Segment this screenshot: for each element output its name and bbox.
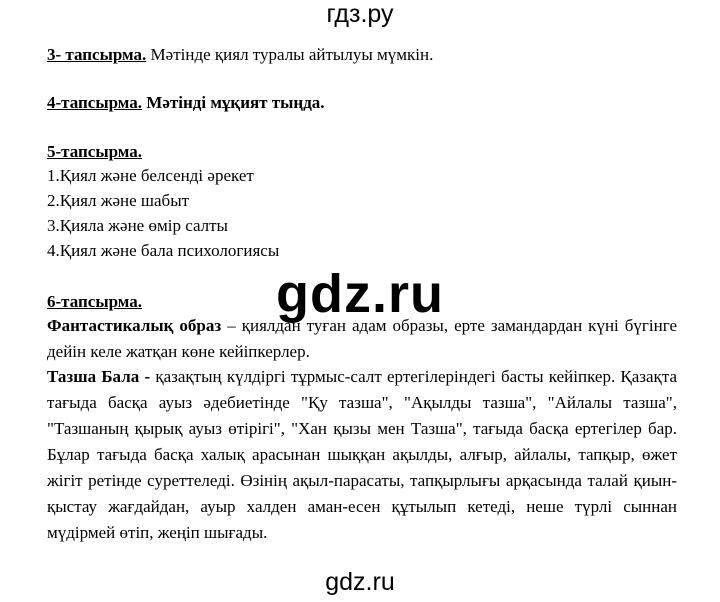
task3-label: 3- тапсырма.	[47, 45, 147, 64]
task3-line	[47, 44, 433, 66]
task5-item-2: 2.Қиял және шабыт	[47, 191, 190, 210]
task6-label: 6-тапсырма.	[47, 292, 143, 311]
tazsha-term: Тазша Бала -	[47, 367, 151, 386]
tazsha-definition: қазақтың күлдіргі тұрмыс-салт ертегілеріндегі басты кейіпкер. Қазақта тағыда басқа ауыз әдебиетінде "Қу тазша", "Ақылды тазша", "Айлалы тазша", "Тазшаның қырық ауыз өтірігі", "Хан қызы мен Тазша", тағыда басқа ертегілер бар. Бұлар тағыда басқа халық арасынан шыққан ақылды, алғыр, айлалы, тапқыр, өжет жігіт ретінде суреттеледі. Өзінің ақыл-парасаты, тапқырлығы арқасында талай қиын-қыстау жағдайдан, ауыр халден аман-есен құтылып кетеді, неше түрлі сыннан мүдірмей өтіп, жеңіп шығады.	[47, 367, 677, 542]
task5-label: 5-тапсырма.	[47, 142, 143, 161]
site-header: гдз.ру	[326, 0, 394, 28]
watermark: gdz.ru	[276, 264, 444, 324]
task4-text: Мәтінді мұқият тыңда.	[142, 93, 325, 112]
task5-item-3: 3.Қияла және өмір салты	[47, 216, 228, 235]
fantastic-term: Фантастикалық образ	[47, 316, 222, 335]
task3-text: Мәтінде қиял туралы айтылуы мүмкін.	[146, 45, 434, 64]
task4-line	[47, 92, 325, 114]
task4-label: 4-тапсырма.	[47, 93, 143, 112]
task5-item-4: 4.Қиял және бала психологиясы	[47, 241, 280, 260]
fantastic-definition: – қиялдан туған адам образы, ерте замандардан күні бүгінге дейін келе жатқан көне кейіпкерлер.	[47, 316, 677, 361]
task5-item-1: 1.Қиял және белсенді әрекет	[47, 166, 254, 185]
tazsha-paragraph	[47, 364, 677, 546]
site-footer: gdz.ru	[325, 568, 395, 596]
